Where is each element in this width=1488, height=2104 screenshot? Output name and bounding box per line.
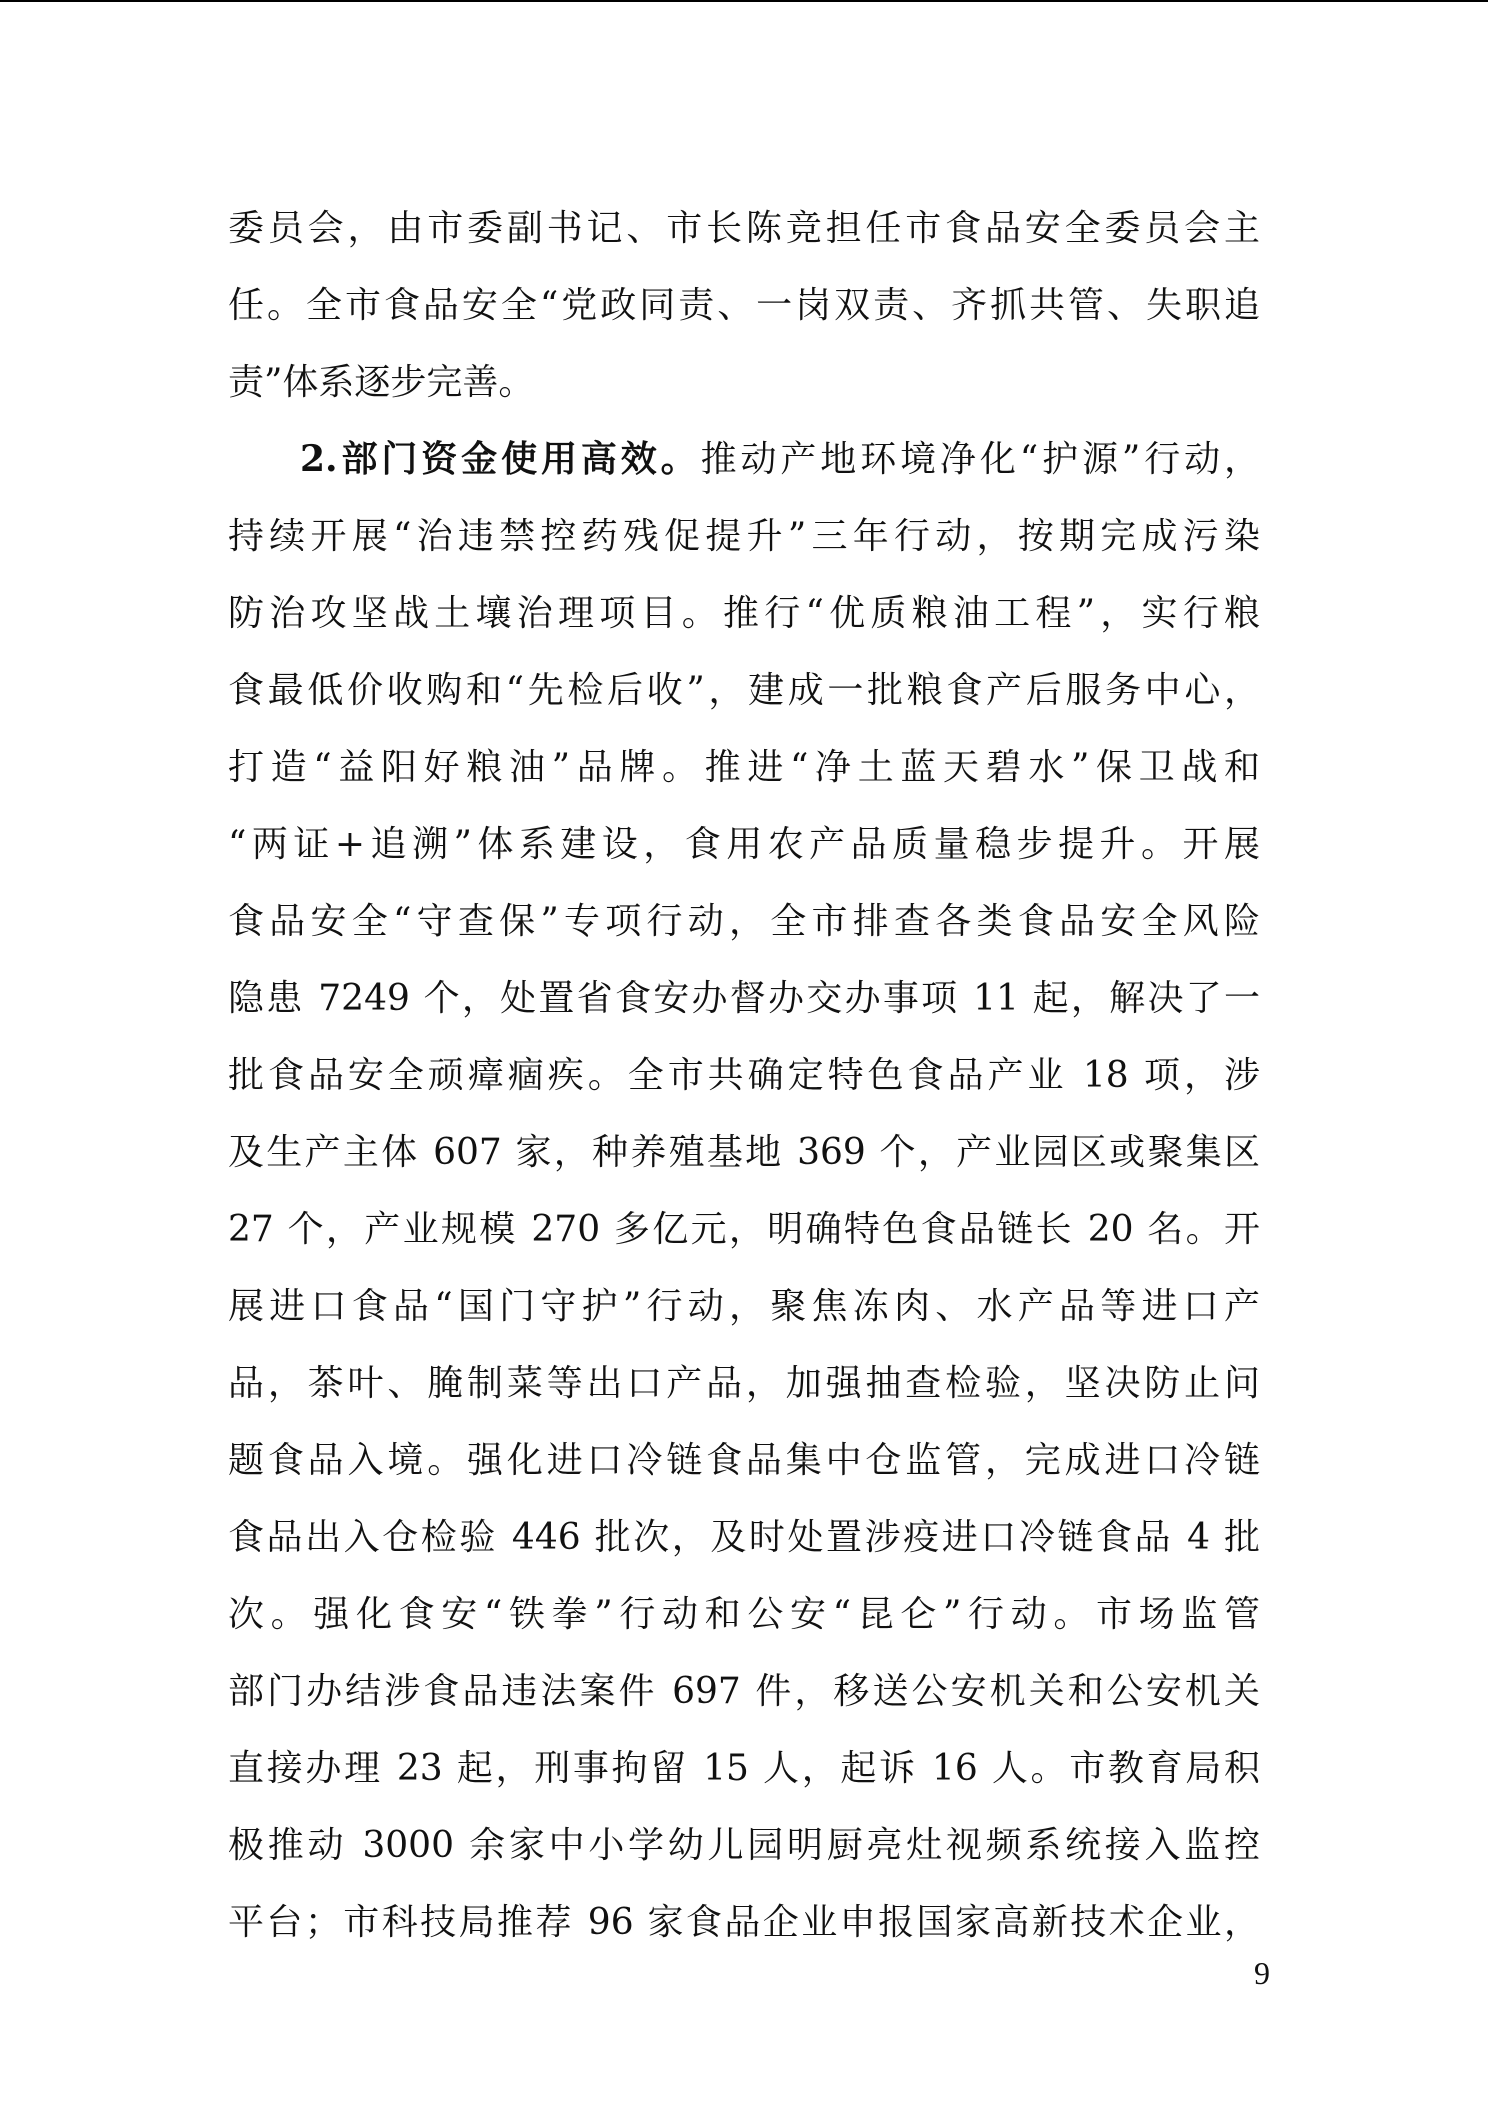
text-line: 直接办理 23 起，刑事拘留 15 人，起诉 16 人。市教育局积 — [228, 1748, 1260, 1789]
text-line: 持续开展“治违禁控药残促提升”三年行动，按期完成污染 — [228, 516, 1260, 557]
text-line: 部门办结涉食品违法案件 697 件，移送公安机关和公安机关 — [228, 1671, 1260, 1712]
text-line: “两证+追溯”体系建设，食用农产品质量稳步提升。开展 — [228, 824, 1260, 865]
text-line: 及生产主体 607 家，种养殖基地 369 个，产业园区或聚集区 — [228, 1132, 1260, 1173]
text-line: 极推动 3000 余家中小学幼儿园明厨亮灶视频系统接入监控 — [228, 1825, 1260, 1866]
page-number: 9 — [1254, 1955, 1270, 1991]
text-line: 批食品安全顽瘴痼疾。全市共确定特色食品产业 18 项，涉 — [228, 1055, 1260, 1096]
text-line: 隐患 7249 个，处置省食安办督办交办事项 11 起，解决了一 — [228, 978, 1260, 1019]
text-line: 打造“益阳好粮油”品牌。推进“净土蓝天碧水”保卫战和 — [228, 747, 1260, 788]
paragraph-1 — [228, 190, 1260, 421]
text-line: 次。强化食安“铁拳”行动和公安“昆仑”行动。市场监管 — [228, 1594, 1260, 1635]
document-body — [228, 190, 1260, 1961]
text-line: 防治攻坚战土壤治理项目。推行“优质粮油工程”，实行粮 — [228, 593, 1260, 634]
paragraph-2 — [228, 421, 1260, 1961]
text-line — [228, 421, 1260, 498]
page-top-border — [0, 0, 1488, 2]
text-line: 题食品入境。强化进口冷链食品集中仓监管，完成进口冷链 — [228, 1440, 1260, 1481]
text-line: 平台；市科技局推荐 96 家食品企业申报国家高新技术企业， — [228, 1902, 1260, 1943]
text-line: 食最低价收购和“先检后收”，建成一批粮食产后服务中心， — [228, 670, 1260, 711]
text-line: 展进口食品“国门守护”行动，聚焦冻肉、水产品等进口产 — [228, 1286, 1260, 1327]
text-line: 责”体系逐步完善。 — [228, 362, 535, 403]
text-line: 食品安全“守查保”专项行动，全市排查各类食品安全风险 — [228, 901, 1260, 942]
text-line: 品，茶叶、腌制菜等出口产品，加强抽查检验，坚决防止问 — [228, 1363, 1260, 1404]
text-line: 委员会，由市委副书记、市长陈竞担任市食品安全委员会主 — [228, 208, 1260, 249]
text-line: 食品出入仓检验 446 批次，及时处置涉疫进口冷链食品 4 批 — [228, 1517, 1260, 1558]
section-heading: 2.部门资金使用高效。 — [300, 438, 701, 480]
text-line: 27 个，产业规模 270 多亿元，明确特色食品链长 20 名。开 — [228, 1209, 1260, 1250]
text-line: 任。全市食品安全“党政同责、一岗双责、齐抓共管、失职追 — [228, 285, 1260, 326]
text-run: 推动产地环境净化“护源”行动， — [700, 439, 1260, 480]
